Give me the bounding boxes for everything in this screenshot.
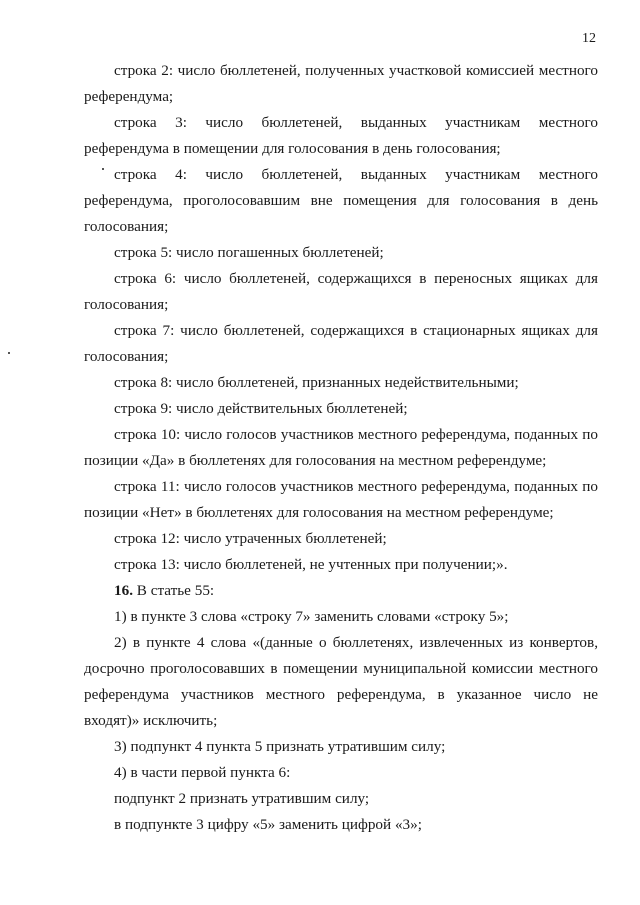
paragraph bbox=[84, 266, 598, 318]
document-body bbox=[84, 58, 598, 838]
paragraph-text: 3) подпункт 4 пункта 5 признать утратившим силу; bbox=[114, 738, 446, 755]
paragraph-text: 4) в части первой пункта 6: bbox=[114, 764, 291, 781]
paragraph bbox=[84, 422, 598, 474]
paragraph-text: строка 8: число бюллетеней, признанных недействительными; bbox=[114, 374, 519, 391]
paragraph bbox=[84, 630, 598, 734]
paragraph bbox=[84, 370, 598, 396]
paragraph-text: строка 5: число погашенных бюллетеней; bbox=[114, 244, 384, 261]
paragraph bbox=[84, 318, 598, 370]
scan-speck bbox=[8, 352, 10, 354]
section-number: 16. bbox=[114, 582, 133, 599]
paragraph bbox=[84, 760, 598, 786]
paragraph-text: строка 7: число бюллетеней, содержащихся в стационарных ящиках для голосования; bbox=[84, 322, 598, 365]
paragraph-text: 1) в пункте 3 слова «строку 7» заменить словами «строку 5»; bbox=[114, 608, 509, 625]
paragraph bbox=[84, 396, 598, 422]
paragraph-text: строка 4: число бюллетеней, выданных участникам местного референдума, проголосовавшим вне помещения для голосования в день голосования; bbox=[84, 166, 598, 235]
paragraph bbox=[84, 110, 598, 162]
paragraph-text: строка 9: число действительных бюллетеней; bbox=[114, 400, 408, 417]
paragraph-text: подпункт 2 признать утратившим силу; bbox=[114, 790, 370, 807]
paragraph bbox=[84, 786, 598, 812]
paragraph-text: строка 6: число бюллетеней, содержащихся в переносных ящиках для голосования; bbox=[84, 270, 598, 313]
paragraph bbox=[84, 162, 598, 240]
paragraph bbox=[84, 734, 598, 760]
paragraph bbox=[84, 552, 598, 578]
paragraph bbox=[84, 604, 598, 630]
paragraph bbox=[84, 58, 598, 110]
paragraph-text: 2) в пункте 4 слова «(данные о бюллетенях, извлеченных из конвертов, досрочно проголосовавших в помещении муниципальной комиссии местного референдума участников местного референдума, в указанное число не входят)» исключить; bbox=[84, 634, 598, 729]
paragraph-text: строка 13: число бюллетеней, не учтенных при получении;». bbox=[114, 556, 508, 573]
paragraph-text: строка 2: число бюллетеней, полученных участковой комиссией местного референдума; bbox=[84, 62, 598, 105]
section-heading-paragraph bbox=[84, 578, 598, 604]
paragraph-text: строка 3: число бюллетеней, выданных участникам местного референдума в помещении для голосования в день голосования; bbox=[84, 114, 598, 157]
paragraph-text: строка 11: число голосов участников местного референдума, поданных по позиции «Нет» в бюллетенях для голосования на местном референдуме; bbox=[84, 478, 598, 521]
paragraph-text: В статье 55: bbox=[132, 582, 215, 599]
paragraph bbox=[84, 474, 598, 526]
paragraph bbox=[84, 812, 598, 838]
paragraph-text: строка 10: число голосов участников местного референдума, поданных по позиции «Да» в бюллетенях для голосования на местном референдуме; bbox=[84, 426, 598, 469]
paragraph bbox=[84, 526, 598, 552]
paragraph-text: в подпункте 3 цифру «5» заменить цифрой «3»; bbox=[114, 816, 422, 833]
paragraph bbox=[84, 240, 598, 266]
page-number: 12 bbox=[582, 31, 596, 46]
paragraph-text: строка 12: число утраченных бюллетеней; bbox=[114, 530, 387, 547]
